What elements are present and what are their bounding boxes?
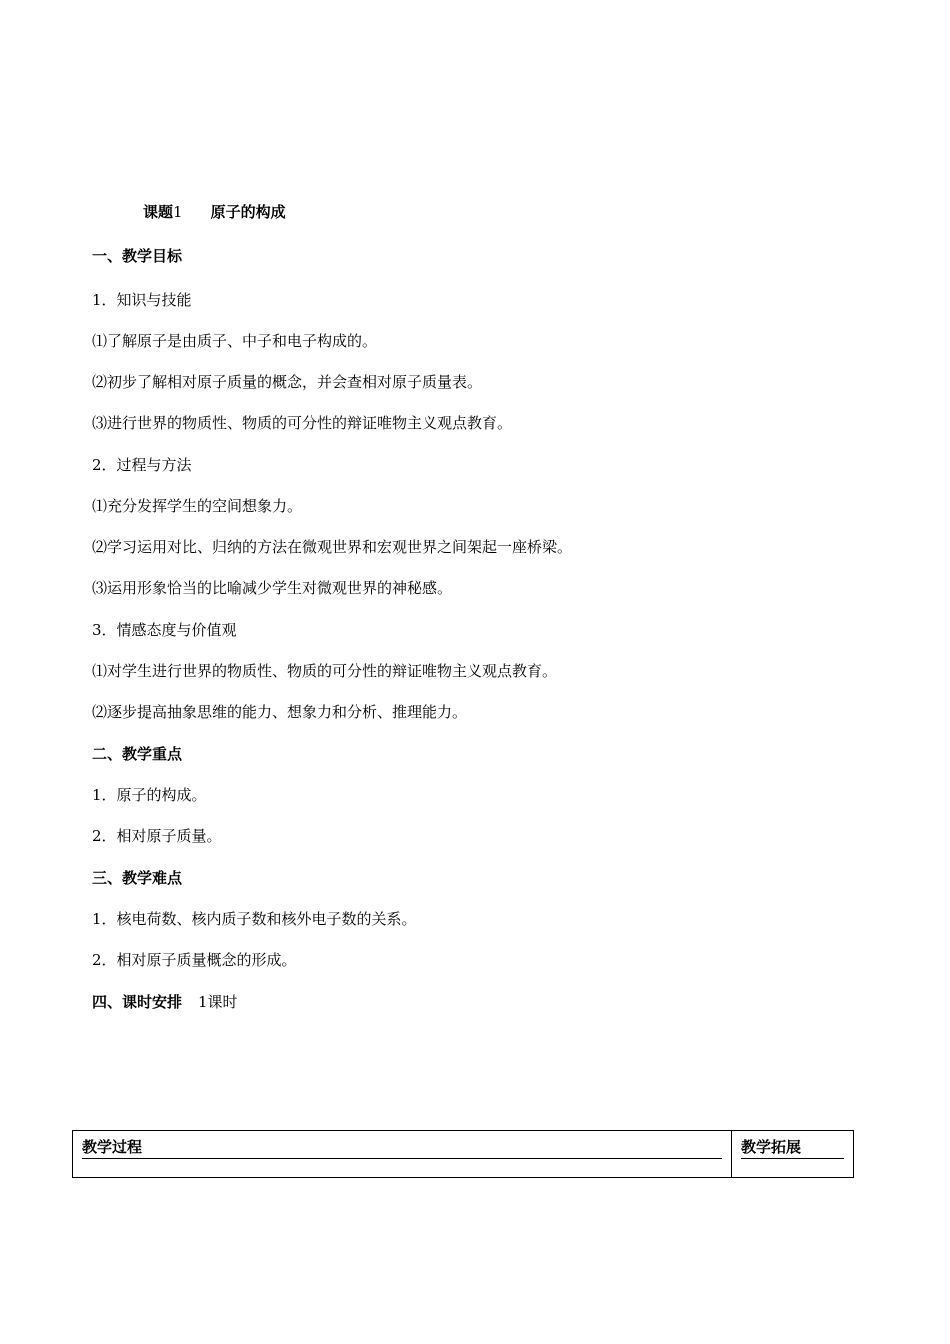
lesson-table [72,1130,854,1178]
objective-item: ⑵学习运用对比、归纳的方法在微观世界和宏观世界之间架起一座桥梁。 [92,538,573,556]
objective-process: 2．过程与方法 [92,456,192,474]
section-heading-difficulties: 三、教学难点 [92,869,183,887]
schedule-heading: 四、课时安排 [92,993,183,1011]
objective-item: ⑵逐步提高抽象思维的能力、想象力和分析、推理能力。 [92,703,468,721]
objective-item: ⑴了解原子是由质子、中子和电子构成的。 [92,332,378,350]
difficulty-item: 2．相对原子质量概念的形成。 [92,951,297,969]
objective-item: ⑵初步了解相对原子质量的概念，并会查相对原子质量表。 [92,373,483,391]
objective-item: ⑴充分发挥学生的空间想象力。 [92,497,303,515]
extension-column [732,1131,854,1178]
process-header: 教学过程 [82,1137,722,1159]
lesson-title [143,202,286,222]
key-point-item: 1．原子的构成。 [92,786,207,804]
key-point-item: 2．相对原子质量。 [92,827,222,845]
title-name: 原子的构成 [210,203,286,221]
section-heading-objectives: 一、教学目标 [92,247,183,265]
section-heading-key-points: 二、教学重点 [92,745,183,763]
objective-item: ⑴对学生进行世界的物质性、物质的可分性的辩证唯物主义观点教育。 [92,662,558,680]
section-heading-schedule [92,992,238,1012]
objective-knowledge: 1．知识与技能 [92,291,192,309]
objective-item: ⑶进行世界的物质性、物质的可分性的辩证唯物主义观点教育。 [92,414,513,432]
process-column [73,1131,732,1178]
title-prefix: 课题 [143,203,174,221]
objective-attitude: 3．情感态度与价值观 [92,621,237,639]
extension-header: 教学拓展 [741,1137,844,1159]
difficulty-item: 1．核电荷数、核内质子数和核外电子数的关系。 [92,910,417,928]
title-number: 1 [173,203,183,221]
objective-item: ⑶运用形象恰当的比喻减少学生对微观世界的神秘感。 [92,579,453,597]
schedule-value: 1课时 [198,993,238,1011]
